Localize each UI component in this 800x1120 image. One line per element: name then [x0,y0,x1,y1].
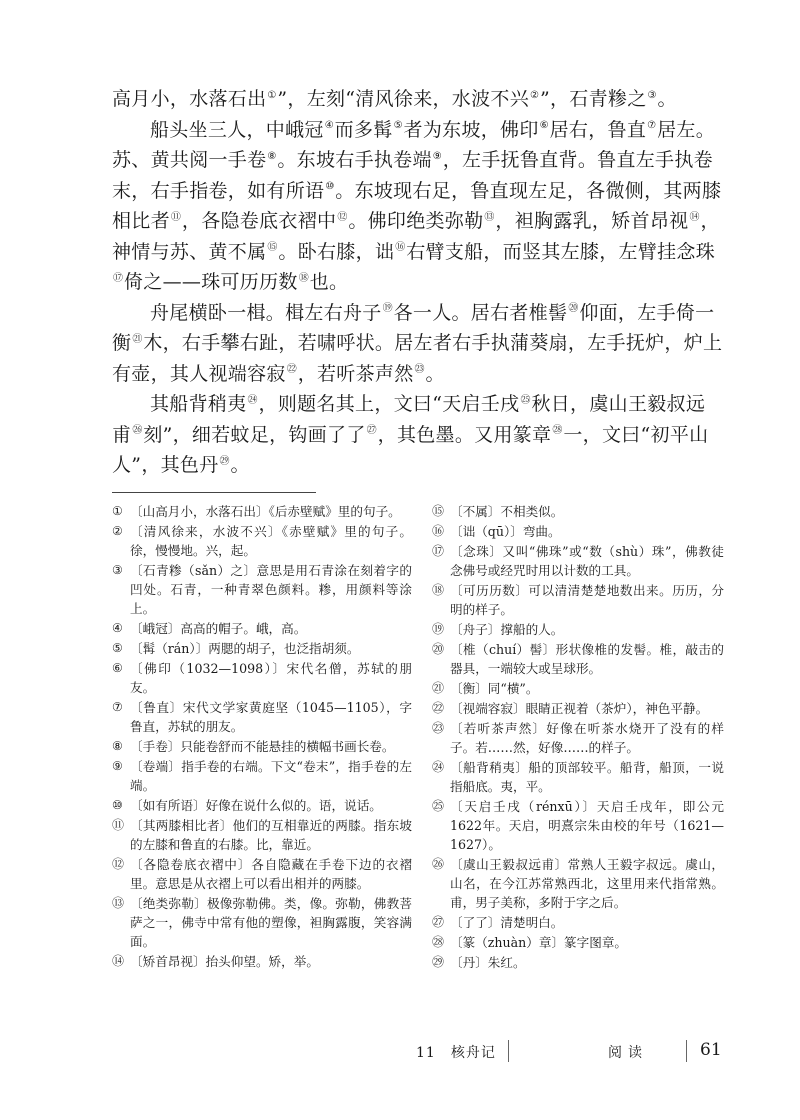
footnote-item [112,816,412,854]
footnote-text: 〔矫首昂视〕抬头仰望。矫，举。 [130,954,319,969]
text-segment: 高月小，水落石出 [112,88,267,110]
footnote-item [432,719,724,757]
footnote-text: 〔篆（zhuàn）章〕篆字图章。 [450,935,628,950]
main-text [112,84,724,481]
footnote-text: 〔其两膝相比者〕他们的互相靠近的两膝。指东坡的左膝和鲁直的右膝。比，靠近。 [130,818,412,852]
text-segment: ”，左刻“清风徐来，水波不兴 [277,88,530,110]
footnote-text: 〔诎（qū）〕弯曲。 [450,524,561,539]
page-footer [0,1040,800,1064]
footnote-text: 〔衡〕同“横”。 [450,681,539,696]
text-segment: 居右，鲁直 [549,118,647,141]
footnote-number: ① [112,504,123,518]
footnote-number: ㉙ [432,955,445,969]
footnote-item [432,522,724,541]
footnote-text: 〔峨冠〕高高的帽子。峨，高。 [130,621,307,636]
footnote-item [112,855,412,893]
text-paragraph [112,84,724,115]
text-segment: 木，右手攀右趾，若啸呼状。居左者右手执蒲葵扇，左手抚炉，炉上有壶，其人视端容寂 [112,332,723,385]
footnote-number: ㉔ [432,760,445,774]
footnote-text: 〔佛印（1032—1098）〕宋代名僧，苏轼的朋友。 [130,661,412,695]
text-segment: 各一人。居右者椎髻 [393,301,568,324]
text-segment: 。东坡右手执卷端 [277,149,432,171]
footnote-item [432,855,724,912]
footnote-number: ③ [112,563,123,577]
text-segment: 刻”，细若蚊足，钩画了了 [143,423,366,446]
footnote-ref[interactable]: ⑲ [382,303,393,315]
text-segment: 也。 [309,271,349,293]
footnote-text: 〔石青糁（sǎn）之〕意思是用石青涂在刻着字的凹处。石青，一种青翠色颜料。糁，用颜料等涂上。 [130,563,412,616]
footnote-text: 〔卷端〕指手卷的右端。下文“卷末”，指手卷的左端。 [130,759,412,793]
footnote-number: ⑯ [432,524,445,538]
text-segment: 。东坡现右足，鲁直现左足，各微侧，其两膝相比者 [112,179,722,232]
footnote-text: 〔船背稍夷〕船的顶部较平。船背，船顶，一说指船底。夷，平。 [450,760,724,794]
text-segment: 仰面，左手倚一衡 [112,301,715,354]
text-segment: ，若听茶声然 [297,362,414,385]
text-segment: ，则题名其上，文曰“天启壬戌 [258,393,520,415]
footnote-text: 〔若听茶声然〕好像在听茶水烧开了没有的样子。若……然，好像……的样子。 [450,721,724,755]
footnote-text: 〔虞山王毅叔远甫〕常熟人王毅字叔远。虞山，山名，在今江苏常熟西北，这里用来代指常熟。甫，男子美称，多附于字之后。 [450,857,724,910]
footnote-item [432,953,724,972]
footnote-item [432,933,724,952]
footnote-ref[interactable]: ⑨ [432,150,442,162]
footnote-ref[interactable]: ② [530,89,539,101]
footnote-number: ⑳ [432,642,445,656]
footnote-number: ⑲ [432,622,445,636]
page-number: 61 [700,1040,722,1060]
footnote-number: ⑬ [112,896,125,910]
footnote-item [112,698,412,736]
footnote-item [112,894,412,951]
footnote-ref[interactable]: ⑥ [539,120,549,132]
footnote-number: ⑤ [112,641,123,655]
text-paragraph [112,115,724,298]
footnote-number: ⑰ [432,544,445,558]
footnote-item [432,542,724,580]
footnote-text: 〔各隐卷底衣褶中〕各自隐藏在手卷下边的衣褶里。意思是从衣褶上可以看出相并的两膝。 [130,857,412,891]
footnote-number: ⑫ [112,857,125,871]
notes-divider [112,492,316,493]
footnote-ref[interactable]: ⑪ [170,211,181,223]
footnote-text: 〔清风徐来，水波不兴〕《赤壁赋》里的句子。徐，慢慢地。兴，起。 [130,524,412,558]
footnote-item [112,796,412,815]
footnote-ref[interactable]: ㉕ [520,394,531,406]
footnote-number: ㉗ [432,915,445,929]
footnote-ref[interactable]: ⑳ [568,303,579,315]
footnote-text: 〔椎（chuí）髻〕形状像椎的发髻。椎，敲击的器具，一端较大或呈球形。 [450,642,724,676]
footnote-item [112,502,412,521]
footnote-ref[interactable]: ㉘ [552,425,563,437]
text-segment: ”，石青糁之 [539,88,647,110]
footnote-number: ⑮ [432,504,445,518]
footnote-item [432,913,724,932]
footnote-ref[interactable]: ⑱ [298,272,309,284]
text-segment: 船头坐三人，中峨冠 [150,118,324,141]
footnote-item [112,522,412,560]
footnote-ref[interactable]: ㉙ [219,455,230,467]
footnote-number: ⑩ [112,798,123,812]
footnote-text: 〔绝类弥勒〕极像弥勒佛。类，像。弥勒，佛教菩萨之一，佛寺中常有他的塑像，袒胸露腹，笑容满面。 [130,896,412,949]
footnote-number: ④ [112,621,123,635]
footnote-ref[interactable]: ③ [647,89,657,101]
footnote-ref[interactable]: ㉗ [366,425,377,437]
footnote-number: ⑦ [112,700,123,714]
footnote-item [432,797,724,854]
text-segment: 。佛印绝类弥勒 [348,210,484,232]
footnote-ref[interactable]: ⑩ [325,181,335,193]
text-paragraph [112,298,724,390]
footnote-ref[interactable]: ⑫ [337,211,348,223]
text-segment: 者为东坡，佛印 [403,118,539,141]
footnote-text: 〔鲁直〕宋代文学家黄庭坚（1045—1105），字鲁直，苏轼的朋友。 [130,700,412,734]
footnote-item [432,581,724,619]
footnote-text: 〔山高月小，水落石出〕《后赤壁赋》里的句子。 [130,504,401,519]
footnote-text: 〔天启壬戌（rénxū）〕天启壬戌年，即公元1622年。天启，明熹宗朱由校的年号（1621—1627）。 [450,799,724,852]
footnote-ref[interactable]: ④ [324,120,334,132]
text-segment: 倚之——珠可历历数 [124,271,298,293]
footnote-ref[interactable]: ⑭ [689,211,700,223]
footnote-number: ㉒ [432,701,445,715]
footnote-item [112,952,412,971]
footnote-number: ⑥ [112,661,123,675]
footnote-number: ⑪ [112,818,125,832]
text-segment: 。 [425,362,445,385]
footnote-item [112,619,412,638]
footnote-ref[interactable]: ⑮ [267,242,278,254]
footnote-text: 〔可历历数〕可以清清楚楚地数出来。历历，分明的样子。 [450,583,724,617]
footnote-item [112,561,412,618]
text-segment: 舟尾横卧一楫。楫左右舟子 [150,301,382,324]
notes-column-left [112,502,412,972]
footnote-ref[interactable]: ㉑ [132,333,143,345]
footnote-text: 〔了了〕清楚明白。 [450,915,564,930]
notes-column-right [432,502,724,973]
footnote-ref[interactable]: ⑰ [113,272,123,284]
footnote-ref[interactable]: ⑤ [393,120,403,132]
text-segment: ，神情与苏、黄不属 [112,210,720,263]
footer-divider [508,1040,509,1062]
footnote-text: 〔丹〕朱红。 [450,955,526,970]
footnote-number: ⑧ [112,739,123,753]
footnote-text: 〔视端容寂〕眼睛正视着（茶炉），神色平静。 [450,701,709,716]
footnote-item [112,737,412,756]
footnote-ref[interactable]: ① [267,89,277,101]
footnote-item [432,699,724,718]
footnote-ref[interactable]: ㉖ [132,425,143,437]
footnote-ref[interactable]: ㉒ [286,364,297,376]
text-segment: 。卧右膝，诎 [278,240,395,263]
footnote-number: ㉘ [432,935,445,949]
footnote-text: 〔舟子〕撑船的人。 [450,622,564,637]
text-segment: 居左。苏、黄共阅一手卷 [112,118,716,171]
footnote-text: 〔髯（rán）〕两腮的胡子，也泛指胡须。 [130,641,360,656]
text-segment: 一，文曰“初平山人”，其色丹 [112,423,709,476]
footnote-ref[interactable]: ⑯ [395,242,406,254]
footnote-item [112,659,412,697]
footnote-number: ㉖ [432,857,445,871]
footnote-ref[interactable]: ⑦ [647,120,657,132]
text-segment: 而多髯 [334,118,393,141]
footnote-item [432,679,724,698]
footnote-item [432,502,724,521]
footer-divider [686,1040,687,1062]
text-segment: ，左手抚鲁直背。鲁直左手执卷末，右手指卷，如有所语 [112,149,713,202]
footnote-item [432,758,724,796]
footnote-item [112,757,412,795]
text-segment: 秋日，虞山王毅叔远甫 [112,393,706,446]
text-segment: ，其色墨。又用篆章 [377,423,552,446]
text-segment: 其船背稍夷 [150,393,247,415]
footnote-number: ⑱ [432,583,445,597]
footnote-ref[interactable]: ⑬ [484,211,495,223]
footnote-ref[interactable]: ⑧ [267,150,277,162]
footnote-item [112,639,412,658]
footnote-number: ㉑ [432,681,445,695]
text-segment: 。 [657,88,677,110]
footnote-ref[interactable]: ㉔ [247,394,258,406]
footnote-text: 〔念珠〕又叫“佛珠”或“数（shù）珠”，佛教徒念佛号或经咒时用以计数的工具。 [450,544,724,578]
text-paragraph [112,389,724,481]
footnote-item [432,640,724,678]
text-segment: ，各隐卷底衣褶中 [181,210,337,232]
footnote-number: ② [112,524,123,538]
footnote-item [432,620,724,639]
footnote-text: 〔不属〕不相类似。 [450,504,564,519]
footnote-number: ㉓ [432,721,445,735]
footnote-number: ⑭ [112,954,125,968]
text-segment: 右臂支船，而竖其左膝，左臂挂念珠 [406,240,716,263]
footnote-number: ㉕ [432,799,445,813]
text-segment: 。 [230,454,250,476]
footnote-text: 〔手卷〕只能卷舒而不能悬挂的横幅书画长卷。 [130,739,395,754]
text-segment: ，袒胸露乳，矫首昂视 [495,210,689,232]
footnote-text: 〔如有所语〕好像在说什么似的。语，说话。 [130,798,382,813]
lesson-title: 11 核舟记 [416,1045,496,1061]
footnote-ref[interactable]: ㉓ [414,364,425,376]
footnote-number: ⑨ [112,759,123,773]
section-name: 阅读 [608,1045,648,1061]
